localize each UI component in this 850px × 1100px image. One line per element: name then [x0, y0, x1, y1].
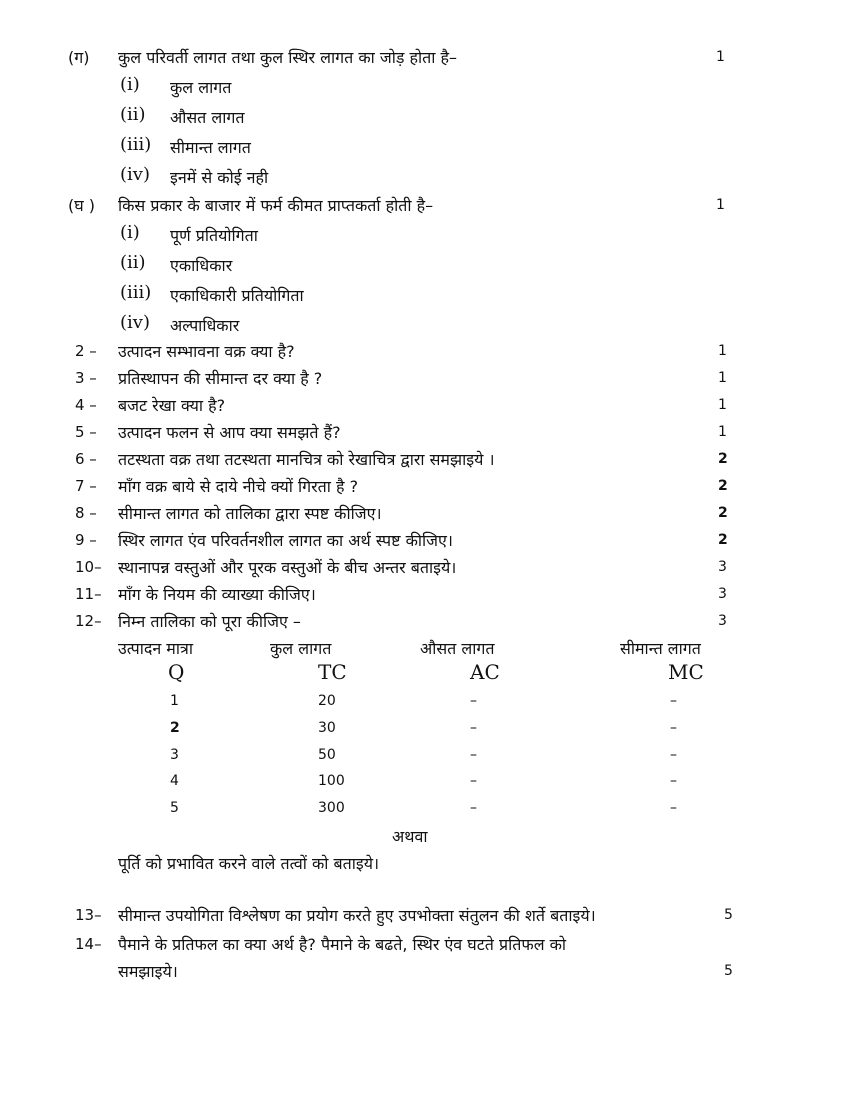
question-marks: 3: [718, 559, 727, 575]
question-text: सीमान्त लागत को तालिका द्वारा स्पष्ट कीजिए।: [118, 504, 382, 523]
table-column-header: TC: [318, 660, 347, 684]
option-text: कुल लागत: [170, 78, 232, 97]
question-gha-marks: 1: [716, 197, 725, 213]
question-number: 10–: [75, 558, 102, 576]
question-number: 2 –: [75, 342, 97, 360]
question-marks: 1: [718, 343, 727, 359]
option-text: एकाधिकार: [170, 256, 233, 275]
table-cell: 30: [318, 720, 336, 736]
question-text: तटस्थता वक्र तथा तटस्थता मानचित्र को रेखाचित्र द्वारा समझाइये ।: [118, 450, 495, 469]
question-number: 13–: [75, 906, 102, 924]
option-number: (iii): [120, 282, 152, 303]
table-cell: –: [470, 800, 477, 816]
question-text: बजट रेखा क्या है?: [118, 396, 226, 415]
table-hindi-header: उत्पादन मात्रा: [118, 639, 193, 658]
table-cell: 20: [318, 693, 336, 709]
option-text: सीमान्त लागत: [170, 138, 251, 157]
question-number: 3 –: [75, 369, 97, 387]
table-cell: –: [470, 747, 477, 763]
question-text: समझाइये।: [118, 962, 178, 981]
question-ga-label: (ग): [68, 48, 90, 67]
option-text: एकाधिकारी प्रतियोगिता: [170, 286, 304, 305]
question-number: 5 –: [75, 423, 97, 441]
athva-label: अथवा: [392, 827, 428, 846]
question-number: 9 –: [75, 531, 97, 549]
question-number: 8 –: [75, 504, 97, 522]
question-text: उत्पादन फलन से आप क्या समझते हैं?: [118, 423, 341, 442]
table-cell: 3: [170, 747, 179, 763]
table-cell: –: [670, 773, 677, 789]
question-number: 6 –: [75, 450, 97, 468]
question-text: पैमाने के प्रतिफल का क्या अर्थ है? पैमाने के बढते, स्थिर एंव घटते प्रतिफल को: [118, 935, 567, 954]
table-cell: 2: [170, 720, 180, 736]
question-text: माँग वक्र बाये से दाये नीचे क्यों गिरता है ?: [118, 477, 359, 496]
option-number: (i): [120, 222, 140, 243]
question-text: माँग के नियम की व्याख्या कीजिए।: [118, 585, 316, 604]
table-cell: 50: [318, 747, 336, 763]
option-text: औसत लागत: [170, 108, 245, 127]
question-ga-marks: 1: [716, 49, 725, 65]
table-cell: –: [470, 720, 477, 736]
table-cell: –: [470, 773, 477, 789]
option-number: (iii): [120, 134, 152, 155]
question-number: 7 –: [75, 477, 97, 495]
question-text: स्थिर लागत एंव परिवर्तनशील लागत का अर्थ स्पष्ट कीजिए।: [118, 531, 453, 550]
alternate-question-text: पूर्ति को प्रभावित करने वाले तत्वों को बताइये।: [118, 854, 380, 873]
table-column-header: Q: [168, 660, 185, 684]
question-number: 14–: [75, 935, 102, 953]
question-marks: 5: [724, 963, 733, 979]
table-cell: –: [670, 800, 677, 816]
table-column-header: MC: [668, 660, 704, 684]
question-ga-text: कुल परिवर्ती लागत तथा कुल स्थिर लागत का जोड़ होता है–: [118, 48, 458, 67]
question-text: उत्पादन सम्भावना वक्र क्या है?: [118, 342, 295, 361]
option-number: (ii): [120, 104, 146, 125]
question-number: 12–: [75, 612, 102, 630]
question-text: सीमान्त उपयोगिता विश्लेषण का प्रयोग करते हुए उपभोक्ता संतुलन की शर्ते बताइये।: [118, 906, 596, 925]
question-text: स्थानापन्न वस्तुओं और पूरक वस्तुओं के बीच अन्तर बताइये।: [118, 558, 457, 577]
question-number: 4 –: [75, 396, 97, 414]
question-marks: 3: [718, 586, 727, 602]
option-text: इनमें से कोई नही: [170, 168, 269, 187]
question-gha-text: किस प्रकार के बाजार में फर्म कीमत प्राप्तकर्ता होती है–: [118, 196, 434, 215]
question-text: प्रतिस्थापन की सीमान्त दर क्या है ?: [118, 369, 323, 388]
question-number: 11–: [75, 585, 102, 603]
question-marks: 2: [718, 505, 728, 521]
option-number: (ii): [120, 252, 146, 273]
table-hindi-header: कुल लागत: [270, 639, 332, 658]
option-number: (iv): [120, 312, 150, 333]
question-marks: 2: [718, 451, 728, 467]
table-cell: –: [670, 720, 677, 736]
question-text: निम्न तालिका को पूरा कीजिए –: [118, 612, 301, 631]
table-hindi-header: सीमान्त लागत: [620, 639, 701, 658]
question-marks: 1: [718, 397, 727, 413]
question-marks: 1: [718, 370, 727, 386]
question-marks: 1: [718, 424, 727, 440]
table-cell: 5: [170, 800, 179, 816]
table-column-header: AC: [470, 660, 500, 684]
table-cell: 1: [170, 693, 179, 709]
table-cell: 100: [318, 773, 345, 789]
question-marks: 2: [718, 532, 728, 548]
table-cell: 300: [318, 800, 345, 816]
table-cell: –: [470, 693, 477, 709]
option-text: अल्पाधिकार: [170, 316, 240, 335]
question-marks: 3: [718, 613, 727, 629]
table-hindi-header: औसत लागत: [420, 639, 495, 658]
option-number: (i): [120, 74, 140, 95]
table-cell: 4: [170, 773, 179, 789]
question-marks: 5: [724, 907, 733, 923]
question-marks: 2: [718, 478, 728, 494]
option-text: पूर्ण प्रतियोगिता: [170, 226, 258, 245]
question-gha-label: (घ ): [68, 196, 96, 215]
table-cell: –: [670, 747, 677, 763]
table-cell: –: [670, 693, 677, 709]
option-number: (iv): [120, 164, 150, 185]
